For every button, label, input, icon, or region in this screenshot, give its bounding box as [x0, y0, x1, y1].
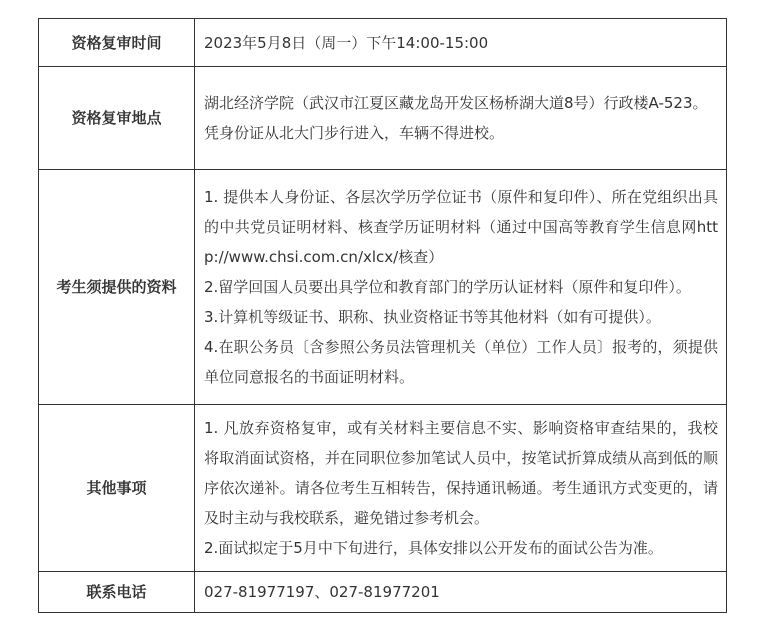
other-matters-value	[195, 405, 727, 572]
required-docs-label: 考生须提供的资料	[39, 170, 195, 405]
contact-phone-value	[195, 572, 727, 613]
contact-phone-label: 联系电话	[39, 572, 195, 613]
contact-phone-numbers: 027-81977197、027-81977201	[204, 583, 440, 601]
table-row-required-docs	[39, 170, 727, 405]
review-place-address: 湖北经济学院（武汉市江夏区藏龙岛开发区杨桥湖大道8号）行政楼A-523。	[204, 94, 708, 112]
required-docs-item-4: 4.在职公务员〔含参照公务员法管理机关（单位）工作人员〕报考的，须提供单位同意报名的书面证明材料。	[204, 338, 718, 386]
review-place-value	[195, 67, 727, 170]
review-info-table	[38, 18, 727, 613]
required-docs-item-2: 2.留学回国人员要出具学位和教育部门的学历认证材料（原件和复印件）。	[204, 278, 691, 296]
other-matters-label: 其他事项	[39, 405, 195, 572]
review-place-entry-note: 凭身份证从北大门步行进入，车辆不得进校。	[204, 124, 505, 142]
table-row-other-matters	[39, 405, 727, 572]
review-time-value	[195, 19, 727, 67]
table-row-contact-phone	[39, 572, 727, 613]
review-time-label: 资格复审时间	[39, 19, 195, 67]
table-row-review-place	[39, 67, 727, 170]
required-docs-item-3: 3.计算机等级证书、职称、执业资格证书等其他材料（如有可提供）。	[204, 308, 661, 326]
table-row-review-time	[39, 19, 727, 67]
review-time-text: 2023年5月8日（周一）下午14:00-15:00	[204, 33, 489, 52]
review-place-label: 资格复审地点	[39, 67, 195, 170]
required-docs-item-1: 1. 提供本人身份证、各层次学历学位证书（原件和复印件）、所在党组织出具的中共党员证明材料、核查学历证明材料（通过中国高等教育学生信息网http://www.chsi.com.cn/xlcx/核查）	[204, 188, 718, 266]
other-matters-item-2: 2.面试拟定于5月中下旬进行，具体安排以公开发布的面试公告为准。	[204, 539, 663, 557]
required-docs-value	[195, 170, 727, 405]
other-matters-item-1: 1. 凡放弃资格复审，或有关材料主要信息不实、影响资格审查结果的，我校将取消面试资格，并在同职位参加笔试人员中，按笔试折算成绩从高到低的顺序依次递补。请各位考生互相转告，保持通讯畅通。考生通讯方式变更的，请及时主动与我校联系，避免错过参考机会。	[204, 419, 718, 527]
